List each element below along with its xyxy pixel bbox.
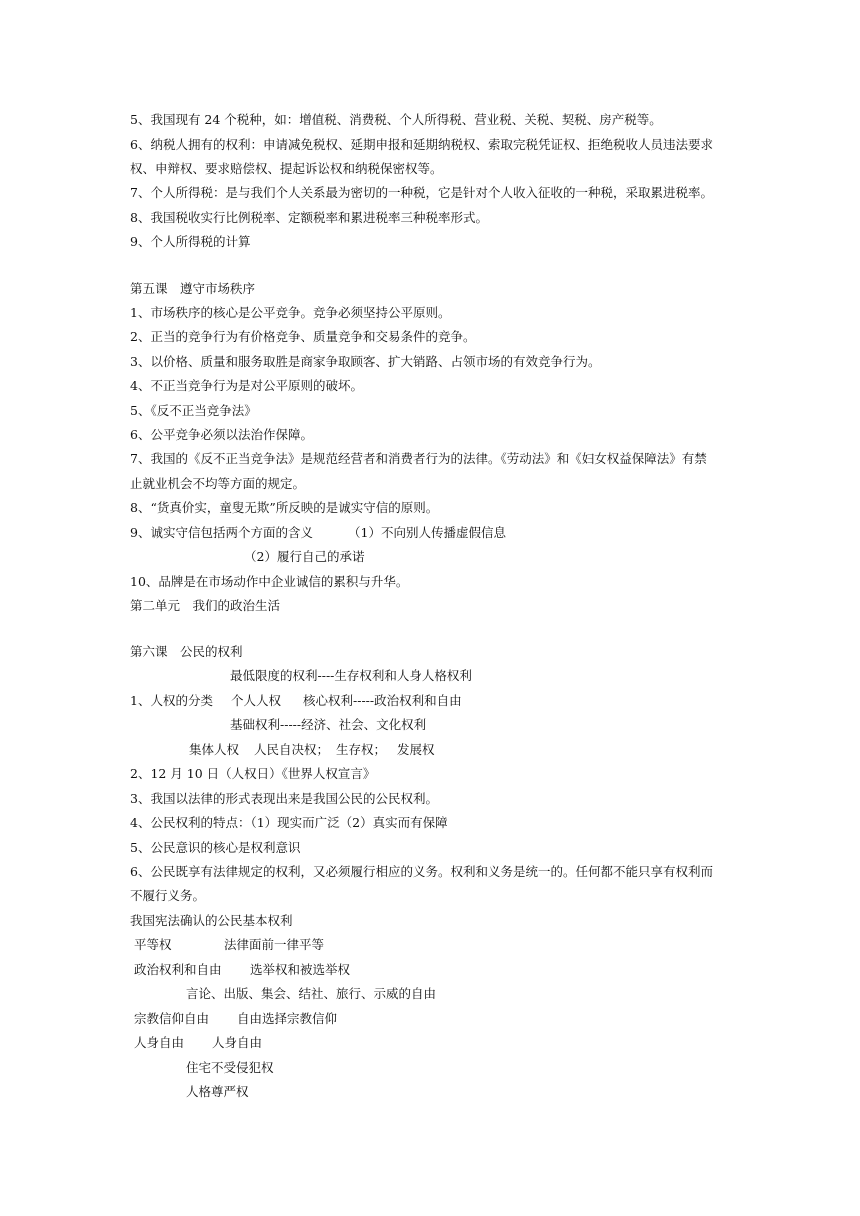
lesson5-item-9: 9、诚实守信包括两个方面的含义 [130,525,313,540]
lesson5-item-6: 6、公平竞争必须以法治作保障。 [130,427,313,442]
rights-classification-label: 1、人权的分类 [130,693,213,708]
lesson5-item-1: 1、市场秩序的核心是公平竞争。竞争必须坚持公平原则。 [130,305,451,320]
personal-freedom: 人身自由 [134,1035,185,1050]
basic-rights: 基础权利-----经济、社会、文化权利 [230,717,427,732]
constitution-rights-title: 我国宪法确认的公民基本权利 [130,913,293,928]
lesson6-item-6-line1: 6、公民既享有法律规定的权利，又必须履行相应的义务。权利和义务是统一的。任何都不能只享有权利而 [130,864,713,879]
individual-rights: 个人人权 [231,693,282,708]
lesson5-item-10: 10、品牌是在市场动作中企业诚信的累积与升华。 [130,574,409,589]
lesson5-item-9-option-1: （1）不向别人传播虚假信息 [348,525,506,540]
tax-item-8: 8、我国税收实行比例税率、定额税率和累进税率三种税率形式。 [130,210,488,225]
political-rights-detail-1: 选举权和被选举权 [250,962,351,977]
development-right: 发展权 [397,742,435,757]
lesson5-item-7-line2: 止就业机会不均等方面的规定。 [130,476,306,491]
core-rights: 核心权利-----政治权利和自由 [303,693,462,708]
political-rights-detail-2: 言论、出版、集会、结社、旅行、示威的自由 [186,986,437,1001]
lesson5-item-9-option-2: （2）履行自己的承诺 [244,549,365,564]
lesson6-item-5: 5、公民意识的核心是权利意识 [130,840,301,855]
equality-right: 平等权 [134,937,172,952]
tax-item-9: 9、个人所得税的计算 [130,234,251,249]
lesson6-item-4: 4、公民权利的特点：（1）现实而广泛（2）真实而有保障 [130,815,448,830]
lesson6-item-6-line2: 不履行义务。 [130,888,206,903]
lesson5-item-4: 4、不正当竞争行为是对公平原则的破坏。 [130,378,363,393]
lesson6-item-2: 2、12 月 10 日（人权日）《世界人权宣言》 [130,766,376,781]
lesson5-item-7-line1: 7、我国的《反不正当竞争法》是规范经营者和消费者行为的法律。《劳动法》和《妇女权益保障法》有禁 [130,451,707,466]
survival-right: 生存权； [336,742,387,757]
tax-item-6-line1: 6、纳税人拥有的权利：申请减免税权、延期申报和延期纳税权、索取完税凭证权、拒绝税收人员违法要求 [130,137,713,152]
lesson5-item-2: 2、正当的竞争行为有价格竞争、质量竞争和交易条件的竞争。 [130,329,476,344]
tax-item-7: 7、个人所得税：是与我们个人关系最为密切的一种税，它是针对个人收入征收的一种税，采取累进税率。 [130,185,713,200]
religion-freedom: 宗教信仰自由 [134,1011,210,1026]
lesson6-title: 第六课 公民的权利 [130,644,243,659]
self-determination: 人民自决权； [254,742,330,757]
lesson5-item-3: 3、以价格、质量和服务取胜是商家争取顾客、扩大销路、占领市场的有效竞争行为。 [130,354,601,369]
unit2-title: 第二单元 我们的政治生活 [130,598,281,613]
equality-right-detail: 法律面前一律平等 [224,937,325,952]
lesson5-title: 第五课 遵守市场秩序 [130,281,256,296]
personal-freedom-detail-1: 人身自由 [212,1035,263,1050]
tax-item-5: 5、我国现有 24 个税种，如：增值税、消费税、个人所得税、营业税、关税、契税、房产税等。 [130,112,662,127]
lesson6-item-3: 3、我国以法律的形式表现出来是我国公民的公民权利。 [130,791,438,806]
lesson5-item-8: 8、“货真价实，童叟无欺”所反映的是诚实守信的原则。 [130,500,439,515]
personal-freedom-detail-2: 住宅不受侵犯权 [186,1060,274,1075]
lesson5-item-5: 5、《反不正当竞争法》 [130,403,257,418]
political-rights: 政治权利和自由 [134,962,222,977]
min-rights-line: 最低限度的权利----生存权利和人身人格权利 [230,668,472,683]
personal-freedom-detail-3: 人格尊严权 [186,1084,249,1099]
religion-freedom-detail: 自由选择宗教信仰 [237,1011,338,1026]
tax-item-6-line2: 权、申辩权、要求赔偿权、提起诉讼权和纳税保密权等。 [130,161,443,176]
collective-rights: 集体人权 [189,742,240,757]
